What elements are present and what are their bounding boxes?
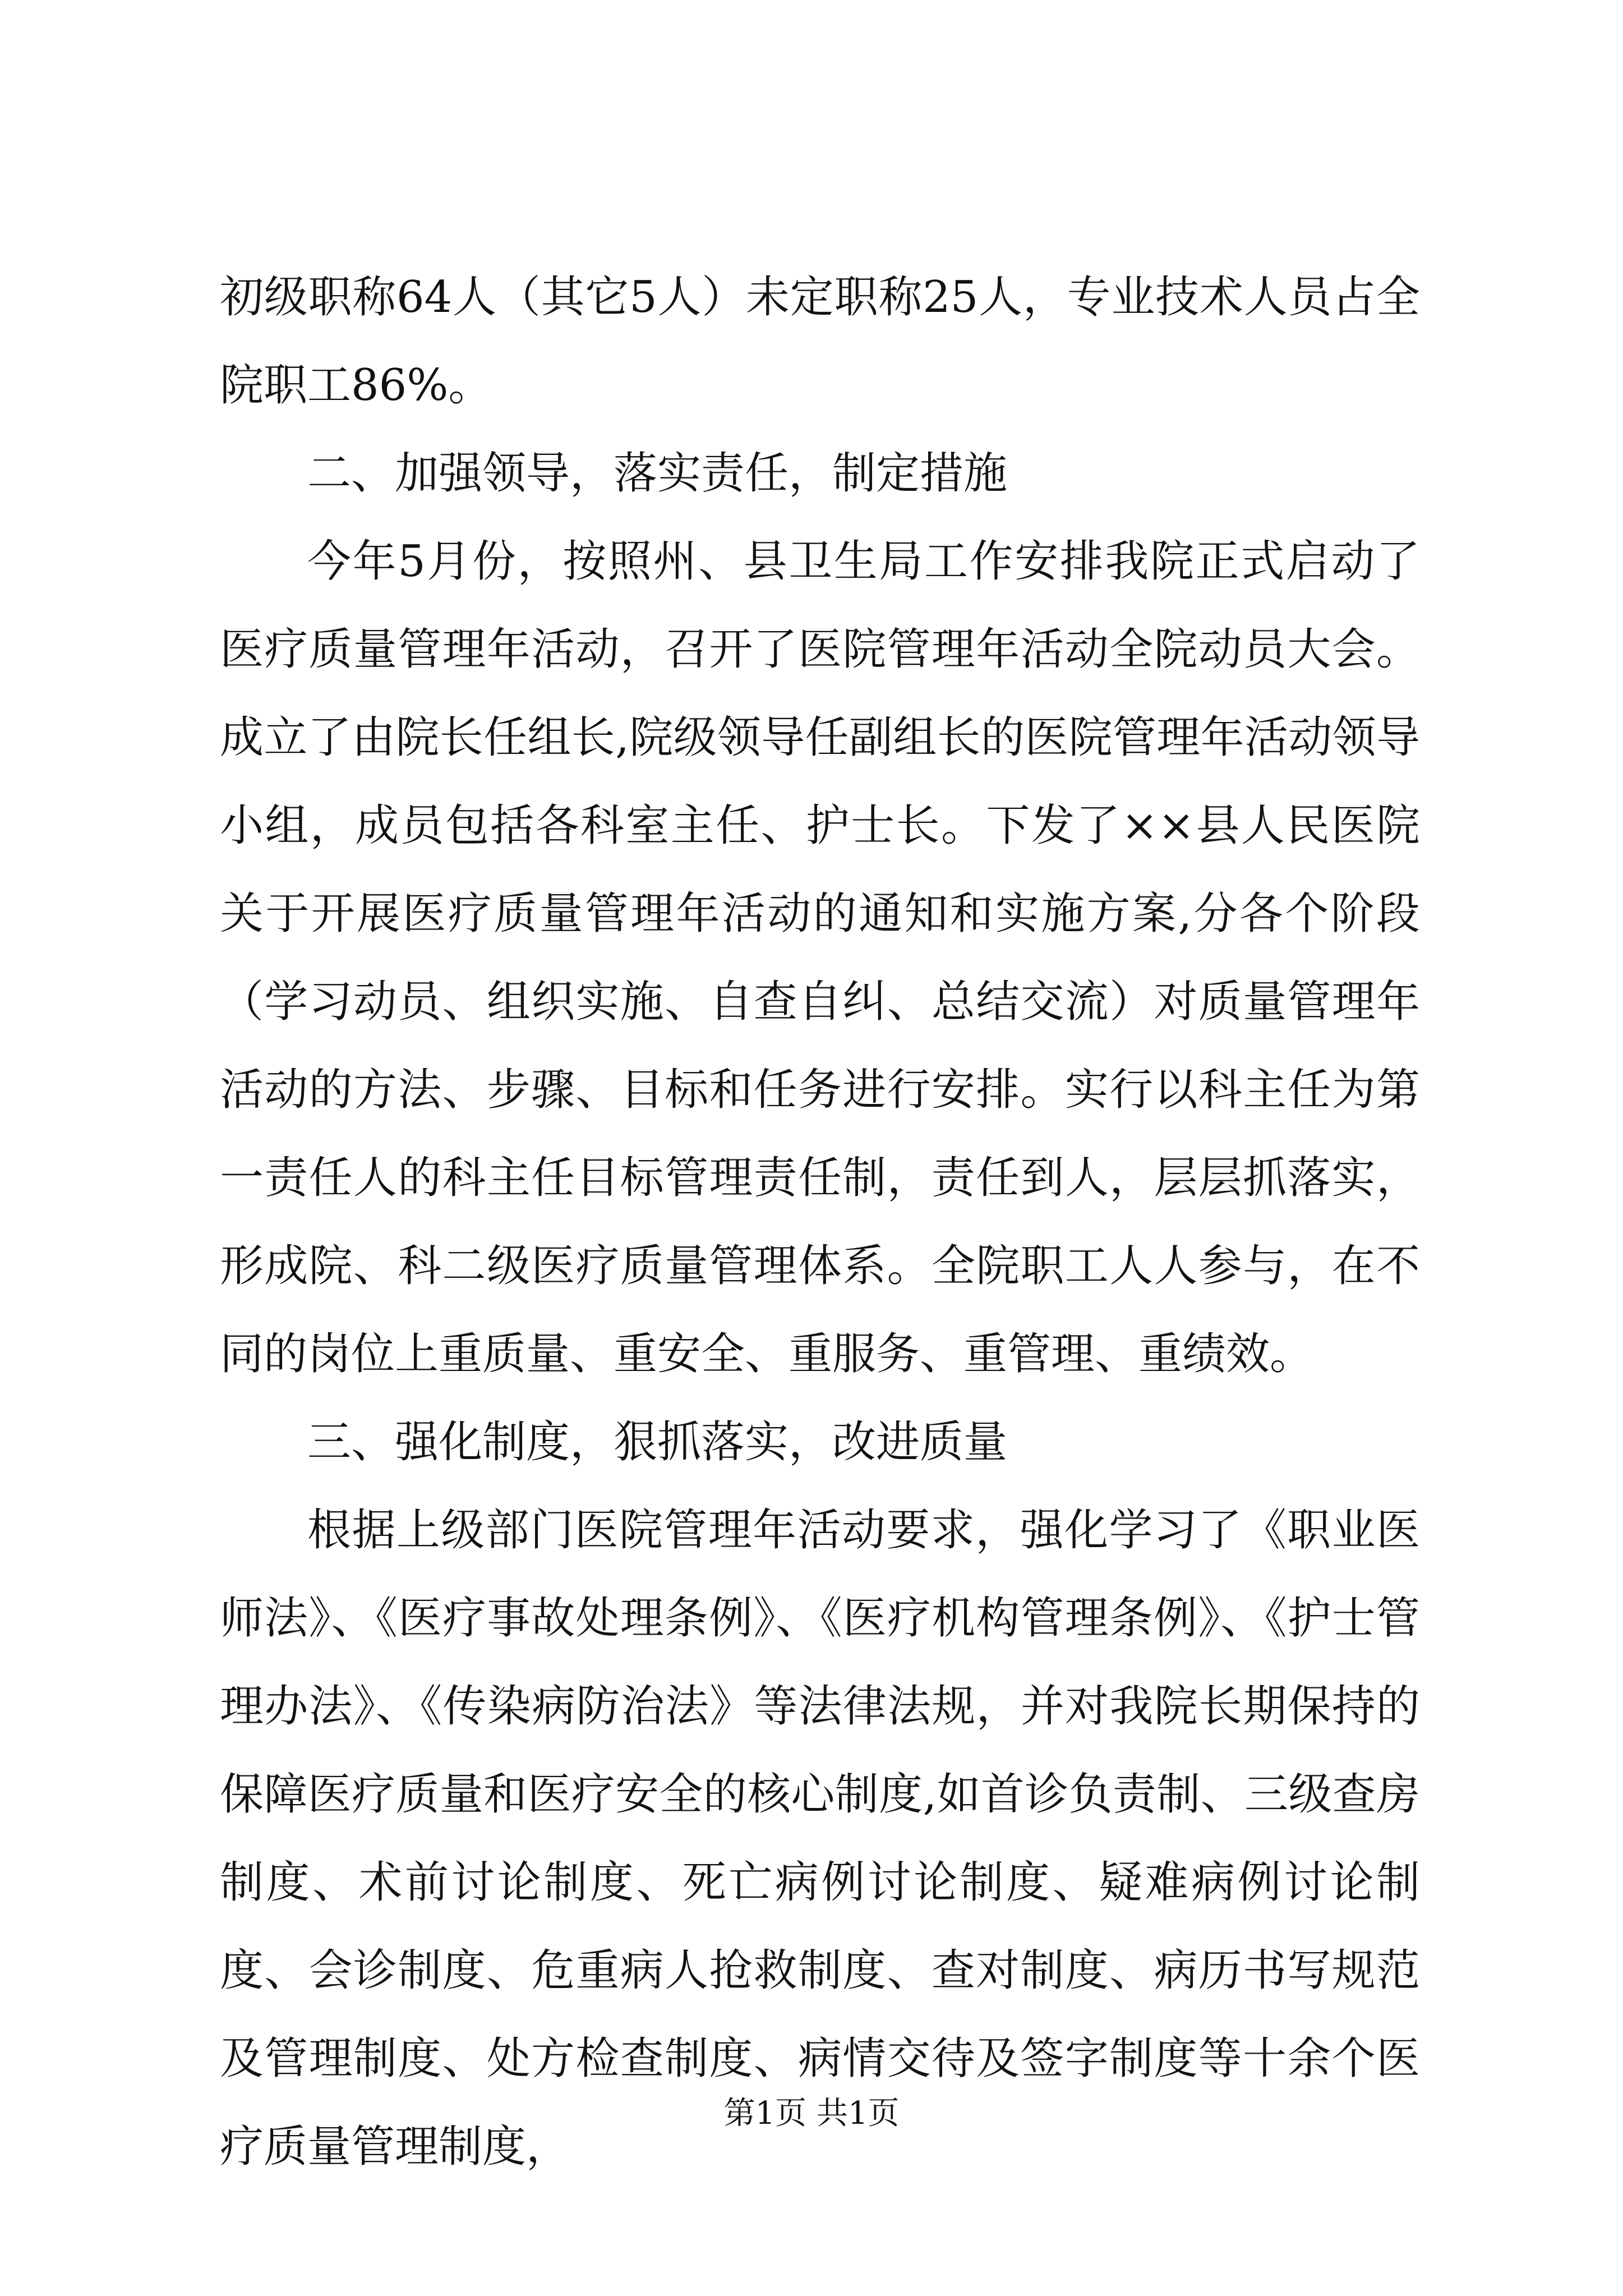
section-heading-system: 三、强化制度，狠抓落实，改进质量 xyxy=(307,1417,1008,1467)
paragraph-leadership: 今年5月份，按照州、县卫生局工作安排我院正式启动了医疗质量管理年活动，召开了医院管理年活动全院动员大会。成立了由院长任组长,院级领导任副组长的医院管理年活动领导小组，成员包括各科室主任、护士长。下发了××县人民医院关于开展医疗质量管理年活动的通知和实施方案,分各个阶段（学习动员、组织实施、自查自纠、总结交流）对质量管理年活动的方法、步骤、目标和任务进行安排。实行以科主任为第一责任人的科主任目标管理责任制，责任到人，层层抓落实，形成院、科二级医疗质量管理体系。全院职工人人参与，在不同的岗位上重质量、重安全、重服务、重管理、重绩效。 xyxy=(220,536,1420,1379)
paragraph-staff-summary: 初级职称64人（其它5人）未定职称25人，专业技术人员占全院职工86%。 xyxy=(220,272,1420,411)
paragraph-system: 根据上级部门医院管理年活动要求，强化学习了《职业医师法》、《医疗事故处理条例》、《医疗机构管理条例》、《护士管理办法》、《传染病防治法》等法律法规，并对我院长期保持的保障医疗质量和医疗安全的核心制度,如首诊负责制、三级查房制度、术前讨论制度、死亡病例讨论制度、疑难病例讨论制度、会诊制度、危重病人抢救制度、查对制度、病历书写规范及管理制度、处方检查制度、病情交待及签字制度等十余个医疗质量管理制度， xyxy=(220,1505,1420,2172)
document-body xyxy=(220,254,1420,2191)
section-heading-leadership: 二、加强领导，落实责任，制定措施 xyxy=(307,448,1008,499)
page-footer: 第1页 共1页 xyxy=(723,2095,900,2132)
